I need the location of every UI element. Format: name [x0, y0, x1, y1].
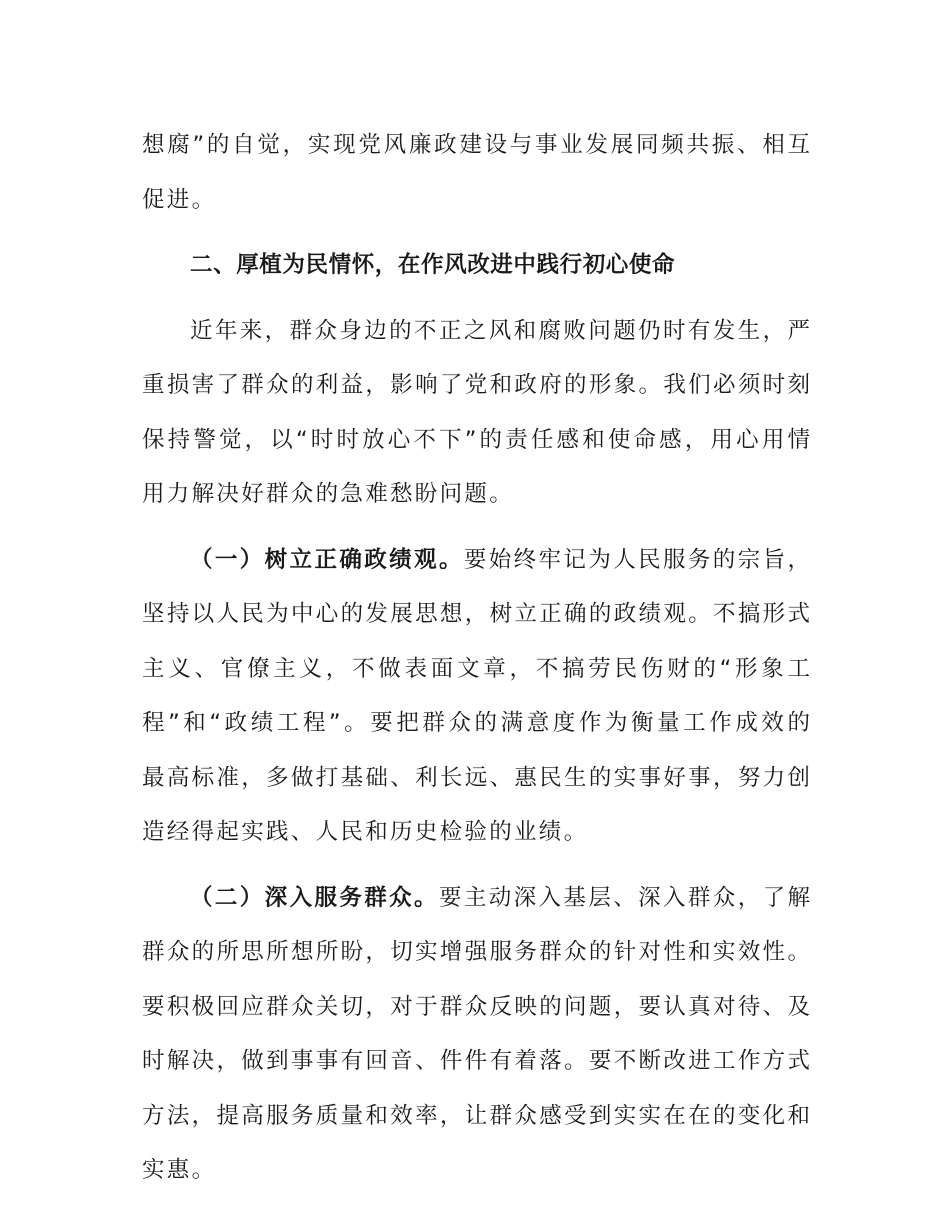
paragraph-line: 促进。 — [142, 186, 217, 213]
paragraph-line — [142, 871, 810, 926]
paragraph-line: 造经得起实践、人民和历史检验的业绩。 — [142, 819, 589, 845]
paragraph-line: 想腐”的自觉，实现党风廉政建设与事业发展同频共振、相互 — [142, 132, 810, 158]
item-text: 要主动深入基层、深入群众，了解 — [438, 884, 810, 911]
paragraph-line: 要积极回应群众关切，对于群众反映的问题，要认真对待、及 — [142, 993, 810, 1020]
paragraph-line: 用力解决好群众的急难愁盼问题。 — [142, 481, 515, 507]
item-text: 要始终牢记为人民服务的宗旨， — [463, 546, 810, 573]
paragraph-line: 保持警觉，以“时时放心不下”的责任感和使命感，用心用情 — [142, 426, 810, 453]
paragraph-line — [142, 533, 810, 588]
paragraph-line: 群众的所思所想所盼，切实增强服务群众的针对性和实效性。 — [142, 939, 810, 965]
paragraph-line: 方法，提高服务质量和效率，让群众感受到实实在在的变化和 — [142, 1102, 810, 1129]
item-lead: （二）深入服务群众。 — [190, 884, 439, 911]
paragraph-line: 时解决，做到事事有回音、件件有着落。要不断改进工作方式 — [142, 1048, 810, 1074]
document-page — [142, 118, 810, 1198]
paragraph-line: 最高标准，多做打基础、利长远、惠民生的实事好事，努力创 — [142, 764, 810, 791]
paragraph-line: 重损害了群众的利益，影响了党和政府的形象。我们必须时刻 — [142, 372, 810, 398]
paragraph-line: 程”和“政绩工程”。要把群众的满意度作为衡量工作成效的 — [142, 710, 810, 736]
paragraph-line: 实惠。 — [142, 1157, 217, 1183]
item-lead: （一）树立正确政绩观。 — [190, 546, 464, 573]
paragraph-line: 主义、官僚主义，不做表面文章，不搞劳民伤财的“形象工 — [142, 655, 810, 682]
paragraph-line: 近年来，群众身边的不正之风和腐败问题仍时有发生，严 — [190, 317, 810, 344]
paragraph-line: 坚持以人民为中心的发展思想，树立正确的政绩观。不搞形式 — [142, 601, 810, 627]
section-heading: 二、厚植为民情怀，在作风改进中践行初心使命 — [190, 252, 676, 278]
